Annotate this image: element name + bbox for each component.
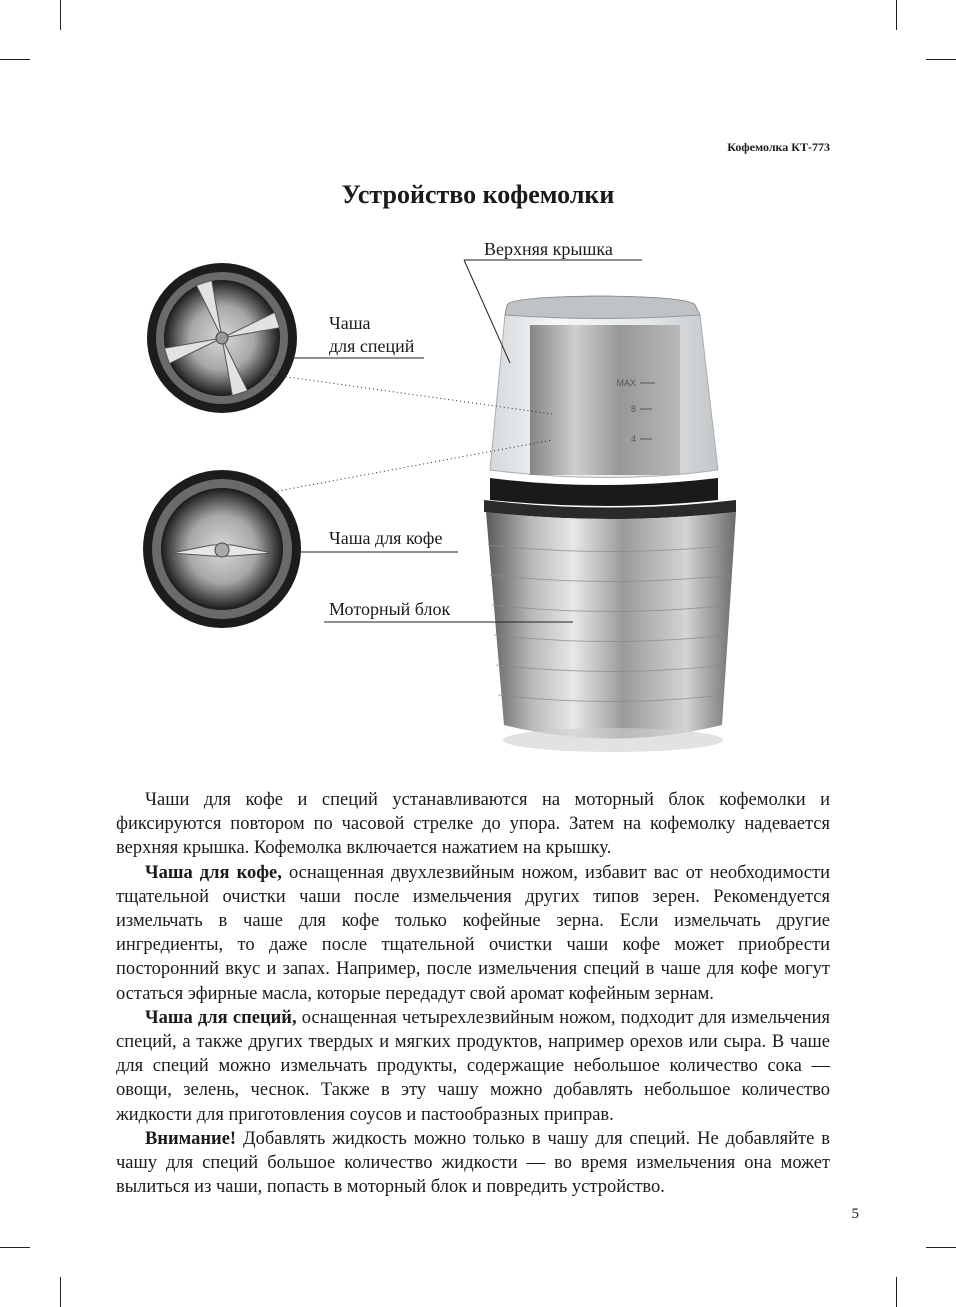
scale-mark-8: 8	[630, 404, 636, 414]
crop-mark	[60, 1277, 61, 1307]
spice-bowl-image	[147, 263, 297, 413]
scale-mark-max: MAX	[616, 378, 636, 388]
paragraph: Чаша для специй, оснащенная четырехлезвийным ножом, подходит для измельчения специй, а также других твердых и мягких продуктов, например орехов или сыра. В чаше для специй можно измельчать продукты, содержащие небольшое количество сока — овощи, зелень, чеснок. Также в эту чашу можно добавлять небольшое количество жидкости для приготовления соусов и пастообразных приправ.	[116, 1007, 830, 1125]
crop-mark	[926, 59, 956, 60]
paragraph: Чаши для кофе и специй устанавливаются на моторный блок кофемолки и фиксируются повтором по часовой стрелке до упора. Затем на кофемолку надевается верхняя крышка. Кофемолка включается нажатием на крышку.	[116, 790, 830, 859]
crop-mark	[0, 1247, 30, 1248]
paragraph: Внимание! Добавлять жидкость можно только в чашу для специй. Не добавляйте в чашу для специй большое количество жидкости — во время измельчения она может вылиться из чаши, попасть в моторный блок и повредить устройство.	[116, 1128, 830, 1198]
crop-mark	[896, 0, 897, 30]
warning-label: Внимание!	[145, 1128, 237, 1149]
label-motor: Моторный блок	[329, 599, 451, 619]
scale-mark-4: 4	[630, 434, 636, 444]
term-coffee-bowl: Чаша для кофе,	[145, 862, 282, 883]
label-spice-bowl-line2: для специй	[329, 336, 415, 356]
grinder-figure	[0, 225, 956, 785]
crop-mark	[926, 1247, 956, 1248]
crop-mark	[896, 1277, 897, 1307]
page-title: Устройство кофемолки	[341, 180, 615, 209]
term-spice-bowl: Чаша для специй,	[145, 1007, 297, 1028]
crop-mark	[60, 0, 61, 30]
grinder-image	[484, 296, 736, 752]
label-spice-bowl-line1: Чаша	[329, 313, 371, 333]
paragraph: Чаша для кофе, оснащенная двухлезвийным ножом, избавит вас от необходимости тщательной очистки чаши после измельчения других типов зерен. Рекомендуется измельчать в чаше для кофе только кофейные зерна. Если измельчать другие ингредиенты, то даже после тщательной очистки чаши кофе может приобрести посторонний вкус и запах. Например, после измельчения специй в чаше для кофе могут остаться эфирные масла, которые передадут свой аромат кофейным зернам.	[116, 862, 830, 1004]
label-coffee-bowl: Чаша для кофе	[329, 528, 443, 548]
running-header: Кофемолка КТ-773	[727, 140, 830, 154]
label-lid: Верхняя крышка	[484, 239, 613, 259]
coffee-bowl-image	[143, 470, 301, 628]
body-text	[116, 788, 830, 1199]
page-number: 5	[851, 1206, 859, 1222]
crop-mark	[0, 59, 30, 60]
